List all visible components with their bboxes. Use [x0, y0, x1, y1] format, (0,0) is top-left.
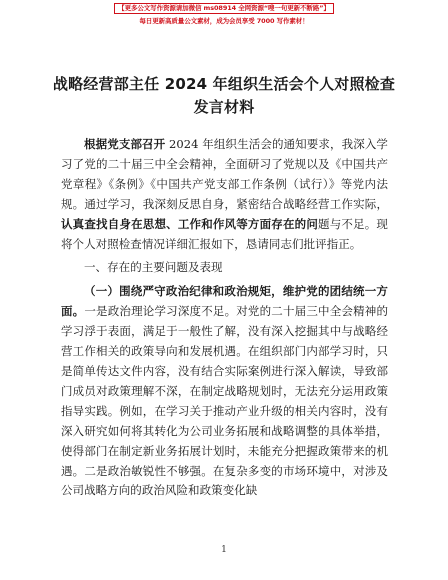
- promo-banner-line2: 每日更新高质量公文素材，成为会员享受 7000 写作素材！: [139, 17, 309, 25]
- subsection-1-label: （一）: [84, 284, 120, 299]
- intro-end: 题与不足。现将个人对照检查情况详细汇报如下，恳请同志们批评指正。: [61, 216, 388, 251]
- subsection-1: [61, 282, 388, 501]
- document-body: [61, 135, 388, 501]
- page-number: 1: [221, 545, 227, 555]
- promo-banner-line1: 【更多公文写作资源请加微信 ms08914 全网资源“嗖一句更新不断路”】: [114, 3, 334, 14]
- document-title: 战略经营部主任 2024 年组织生活会个人对照检查发言材料: [52, 75, 396, 116]
- paragraph-1: 一是政治理论学习深度不足。对党的二十届三中全会精神的学习浮于表面，满足于一般性了解，没有深入挖掘其中与战略经营工作相关的政策导向和发展机遇。在组织部门内部学习时，只是简单传达文件内容，没有结合实际案例进行深入解读，导致部门成员对政策理解不深，在制定战略规划时，无法充分运用政策指导实践。例如，在学习关于推动产业升级的相关内容时，没有深入研究如何将其转化为公司业务拓展和战略调整的具体举措，使得部门在制定新业务拓展计划时，未能充分把握政策带来的机遇。二是政治敏锐性不够强。在复杂多变的市场环境中，对涉及公司战略方向的政治风险和政策变化缺: [61, 304, 388, 498]
- intro-paragraph: [61, 135, 388, 254]
- promo-banner: [0, 3, 448, 26]
- intro-bold: 根据党支部召开: [84, 137, 166, 151]
- section-heading-1: 一、存在的主要问题及表现: [84, 260, 223, 275]
- intro-text: 2024 年组织生活会的通知要求，我深入学习了党的二十届三中全会精神，全面研习了党规以及《中国共产党章程》《条例》《中国共产党支部工作条例（试行）》等党内法规。通过学习，我深刻反思自身，紧密结合战略经营工作实际，: [61, 137, 388, 211]
- subsection-1-title: 围绕严守政治纪律和政治规矩，维护党的团结统一方面。: [61, 284, 388, 319]
- intro-bold-2: 认真查找自身在思想、工作和作风等方面存在的问: [61, 216, 319, 231]
